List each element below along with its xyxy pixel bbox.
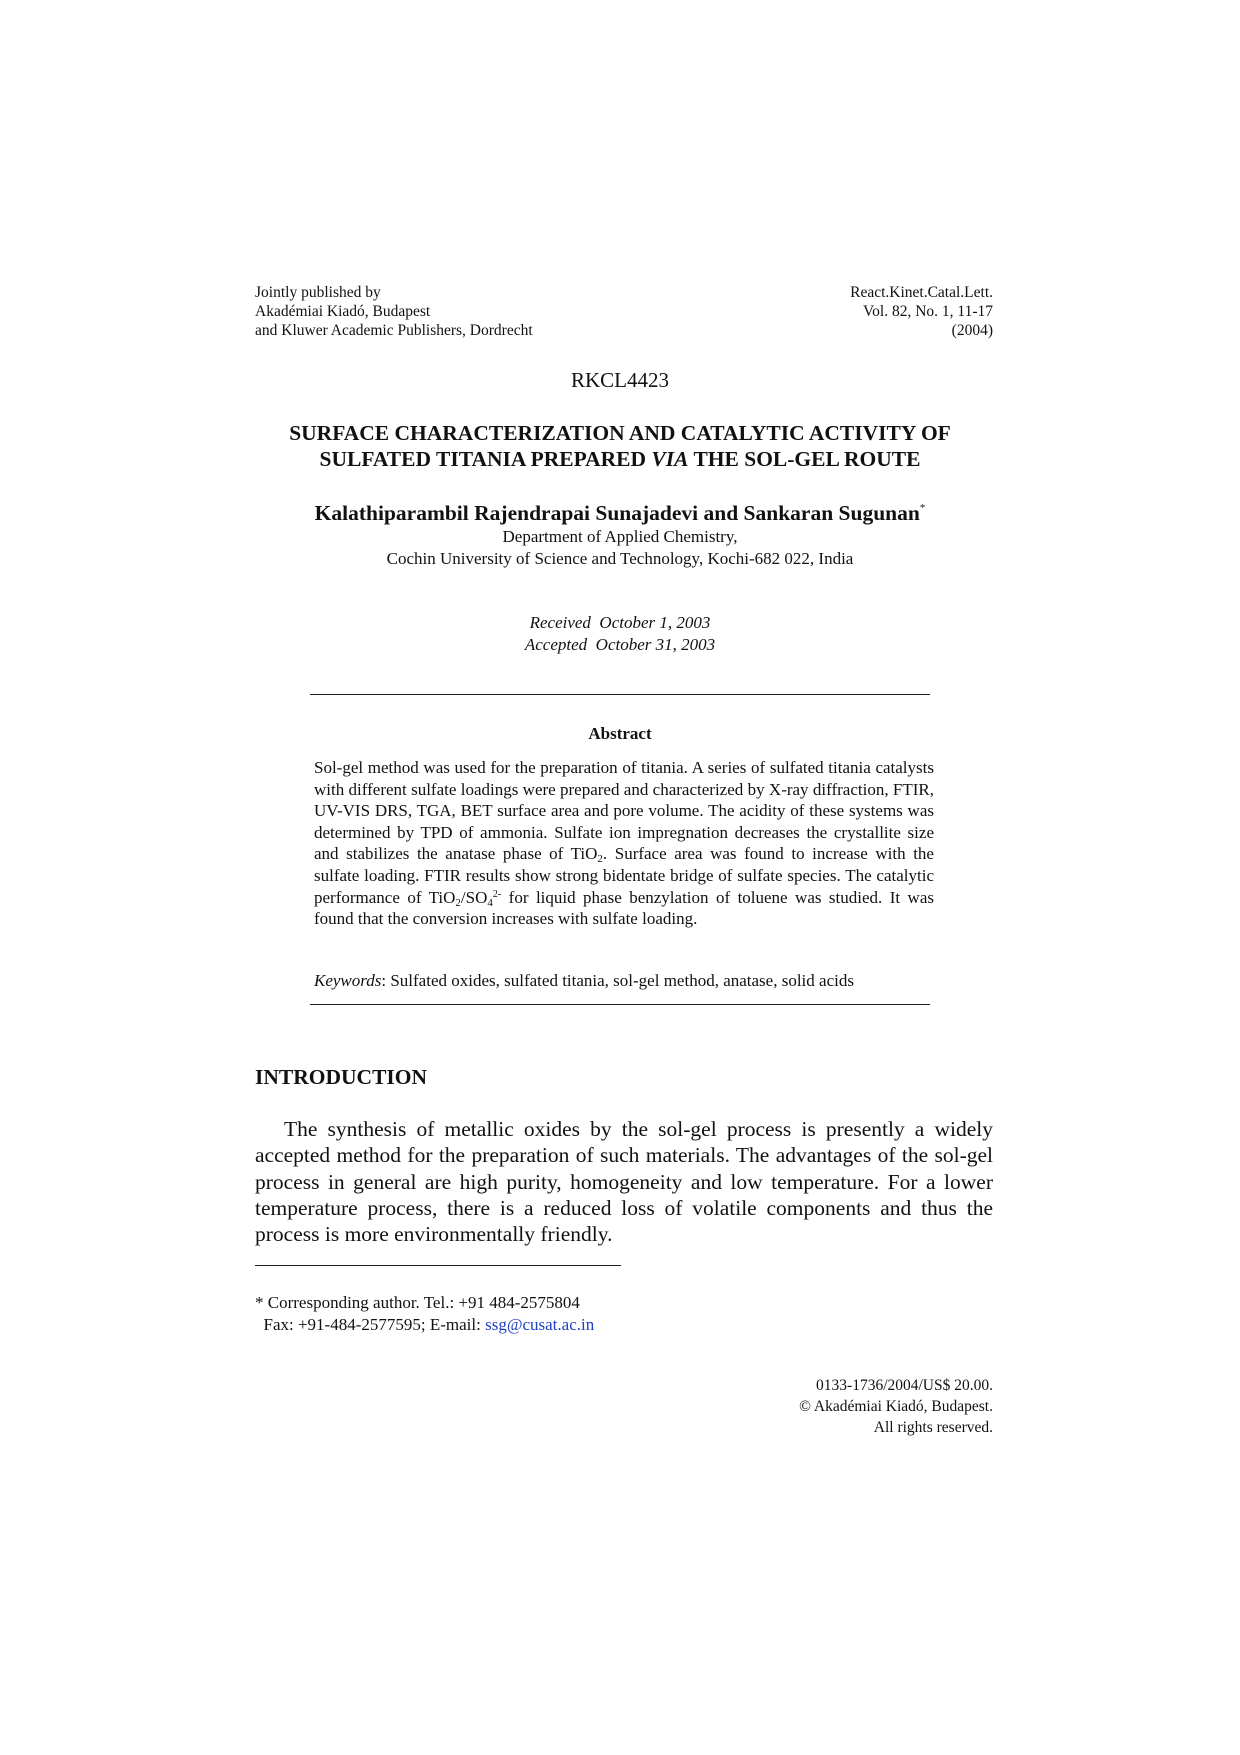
paper-title [240,420,1000,472]
dates [240,612,1000,656]
copyright-line: All rights reserved. [873,1419,993,1436]
footnote-text: Fax: +91-484-2577595; E-mail: [255,1315,486,1334]
title-line-1: SURFACE CHARACTERIZATION AND CATALYTIC ACTIVITY OF [289,421,951,445]
abstract-top-rule [310,694,930,695]
intro-paragraph: The synthesis of metallic oxides by the sol-gel process is presently a widely accepted method for the preparation of such materials. The advantages of the sol-gel process in general are high purity, homogeneity and low temperature. For a lower temperature process, there is a reduced loss of volatile components and thus the process is more environmentally friendly. [255,1117,993,1247]
corresponding-mark: * [919,502,926,514]
journal-line: Vol. 82, No. 1, 11-17 [862,303,993,320]
affiliation [240,526,1000,570]
journal-line: React.Kinet.Catal.Lett. [850,284,993,301]
keywords [314,971,934,991]
publisher-line: Akadémiai Kiadó, Budapest [255,303,431,320]
affiliation-line: Cochin University of Science and Technology, Kochi-682 022, India [386,549,854,568]
subscript: 4 [487,896,493,909]
authors [240,501,1000,526]
superscript: 2- [492,888,502,900]
abstract-heading: Abstract [588,724,652,743]
journal-line: (2004) [951,322,993,339]
title-text: SULFATED TITANIA PREPARED [319,447,652,471]
footnote [255,1292,594,1336]
abstract-body [314,757,934,930]
title-text: THE SOL-GEL ROUTE [688,447,921,471]
keywords-label: Keywords [314,971,382,990]
author-names: Kalathiparambil Rajendrapai Sunajadevi and Sankaran Sugunan [314,501,920,525]
copyright-line: 0133-1736/2004/US$ 20.00. [816,1377,993,1394]
title-line-2 [240,446,1000,472]
accepted-date: Accepted October 31, 2003 [524,635,716,654]
copyright-line: © Akadémiai Kiadó, Budapest. [799,1398,993,1415]
abstract-text: Sol-gel method was used for the preparation of titania. A series of sulfated titania catalysts with different sulfate loadings were prepared and characterized by X-ray diffraction, FTIR, UV-VIS DRS, TGA, BET surface area and pore volume. The acidity of these systems was determined by TPD of ammonia. Sulfate ion impregnation decreases the crystallite size and stabilizes the anatase phase of TiO [314,758,934,864]
abstract-text: /SO [460,887,488,907]
section-heading: INTRODUCTION [255,1065,428,1089]
title-italic: VIA [651,447,689,471]
copyright-block [693,1375,993,1438]
abstract-text: . Surface area was found to increase with the sulfate loading. FTIR results show strong bidentate bridge of sulfate species. The catalytic performance of TiO [314,844,934,907]
footnote-line: * Corresponding author. Tel.: +91 484-2575804 [255,1293,580,1312]
affiliation-line: Department of Applied Chemistry, [502,527,738,546]
journal-citation [693,283,993,340]
footnote-rule [255,1265,621,1266]
publisher-info [255,283,675,340]
subscript: 2 [455,896,461,909]
footnote-line [255,1314,594,1336]
abstract-text: for liquid phase benzylation of toluene was studied. It was found that the conversion increases with sulfate loading. [314,887,934,929]
keywords-text: : Sulfated oxides, sulfated titania, sol-gel method, anatase, solid acids [381,971,854,990]
abstract-bottom-rule [310,1004,930,1005]
email-link[interactable]: ssg@cusat.ac.in [485,1315,595,1334]
publisher-line: and Kluwer Academic Publishers, Dordrecht [255,322,533,339]
article-code: RKCL4423 [570,368,669,392]
subscript: 2 [597,853,603,866]
received-date: Received October 1, 2003 [529,613,711,632]
publisher-line: Jointly published by [255,284,381,301]
